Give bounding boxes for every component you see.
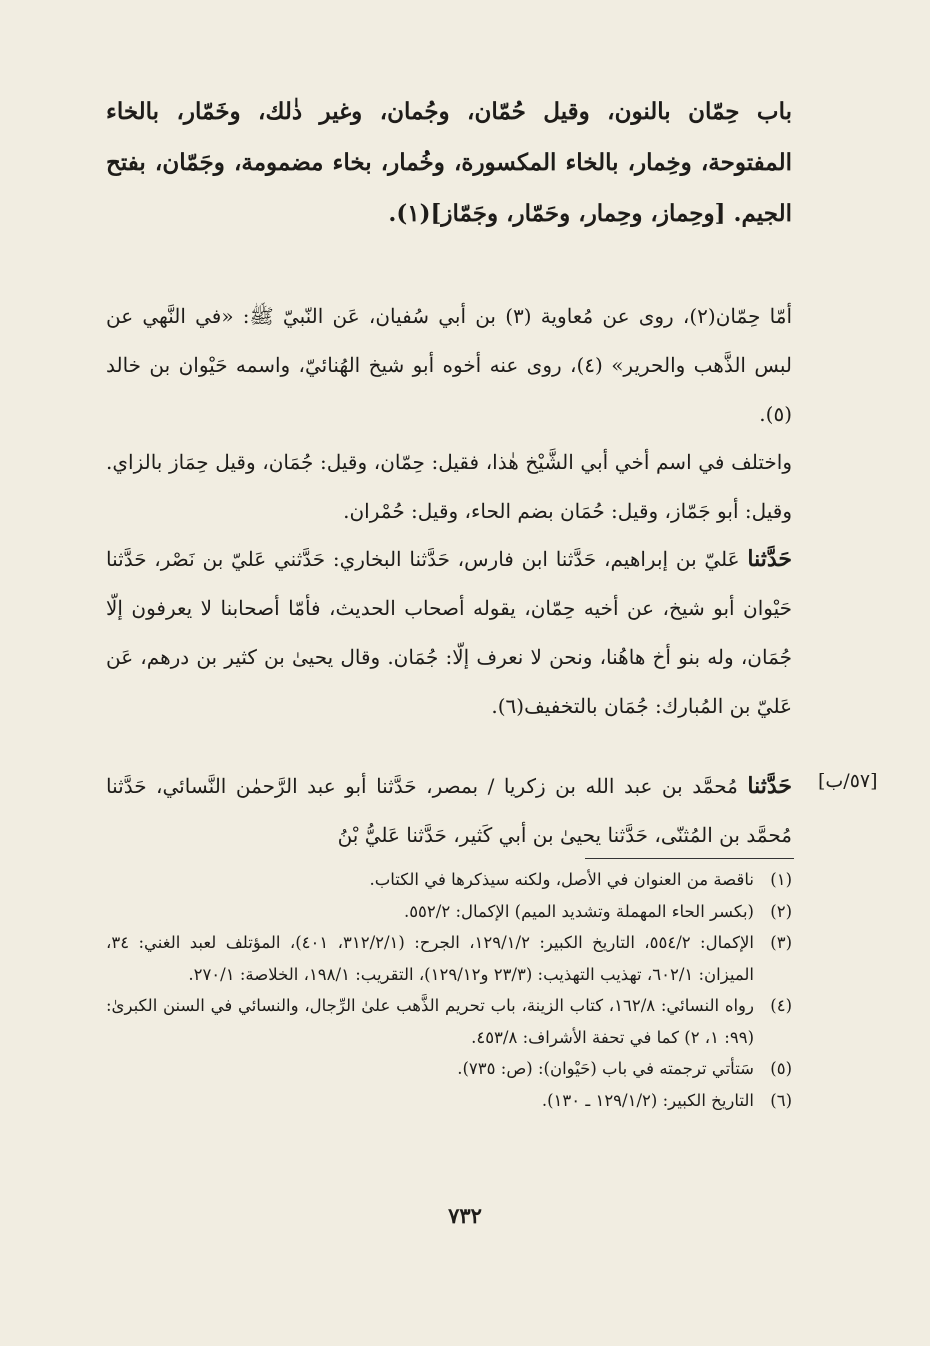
footnote <box>106 927 792 990</box>
manuscript-folio-marker: [٥٧/ب] <box>818 770 878 792</box>
paragraph-lead: حَدَّثنا <box>747 546 792 572</box>
paragraph-lead: حَدَّثنا <box>747 773 792 799</box>
paragraph-text: مُحمَّد بن عبد الله بن زكريا / بمصر، حَدَّثنا أبو عبد الرَّحمٰن النَّسائي، حَدَّثنا مُحمَّد بن المُثنّى، حَدَّثنا يحيىٰ بن أبي كَثير، حَدَّثنا عَليُّ بْنُ <box>106 774 792 847</box>
paragraph-text: واختلف في اسم أخي أبي الشَّيْخ هٰذا، فقيل: حِمّان، وقيل: جُمَان، وقيل حِمَاز بالزاي. وقيل: أبو جَمّاز، وقيل: حُمَان بضم الحاء، وقيل: حُمْران. <box>106 450 792 523</box>
paragraph-3 <box>106 535 792 731</box>
section-heading: باب حِمّان بالنون، وقيل حُمّان، وجُمان، وغير ذٰلك، وخَمّار، بالخاء المفتوحة، وخِمار، بالخاء المكسورة، وخُمار، بخاء مضمومة، وجَمّان، بفتح الجيم. [وحِماز، وحِمار، وحَمّار، وجَمّاز](١). <box>106 98 792 227</box>
footnote-number: (٢) <box>770 901 792 921</box>
footnote-text: الإكمال: ٥٥٤/٢، التاريخ الكبير: ١٢٩/١/٢، الجرح: (٣١٢/٢/١، ٤٠١)، المؤتلف لعبد الغني: ٣٤، الميزان: ٦٠٢/١، تهذيب التهذيب: (٢٣/٣ و١٢٩/١٢)، التقريب: ١٩٨/١، الخلاصة: ٢٧٠/١. <box>106 933 754 984</box>
footnote-text: سَتأتي ترجمته في باب (حَيْوان): (ص: ٧٣٥). <box>457 1059 754 1078</box>
footnote-text: التاريخ الكبير: (١٢٩/١/٢ ـ ١٣٠). <box>541 1090 754 1110</box>
paragraph-text: عَليّ بن إبراهيم، حَدَّثنا ابن فارس، حَدَّثنا البخاري: حَدَّثني عَليّ بن نَصْر، حَدَّثنا حَيْوان أبو شيخ، عن أخيه حِمّان، يقوله أصحاب الحديث، فأمّا أصحابنا لا يعرفون إلّا جُمَان، وله بنو أخ هاهُنا، ونحن لا نعرف إلّا: جُمَان. وقال يحيىٰ بن كثير بن درهم، عَن عَليّ بن المُبارك: جُمَان بالتخفيف(٦). <box>106 547 792 718</box>
footnote <box>106 896 792 928</box>
footnote-number: (٤) <box>770 996 792 1015</box>
footnote-number: (٣) <box>770 933 792 952</box>
footnote <box>106 1053 792 1085</box>
paragraph-text: أمّا حِمّان(٢)، روى عن مُعاوية (٣) بن أبي سُفيان، عَن النّبيّ ﷺ: «في النَّهي عن لبس الذَّهب والحرير» (٤)، روى عنه أخوه أبو شيخ الهُنائيّ، واسمه حَيْوان بن خالد (٥). <box>106 304 792 426</box>
footnote-number: (٥) <box>770 1059 792 1078</box>
paragraph-2 <box>106 438 792 536</box>
footnote-text: ناقصة من العنوان في الأصل، ولكنه سيذكرها في الكتاب. <box>369 870 754 889</box>
page-number: ٧٣٢ <box>448 1203 482 1228</box>
footnote-text: رواه النسائي: ١٦٢/٨، كتاب الزينة، باب تحريم الذَّهب علىٰ الرِّجال، والنسائي في السنن الكبرىٰ: (٩٩: ١، ٢) كما في تحفة الأشراف: ٤٥٣/٨. <box>106 996 754 1047</box>
footnote-number: (٦) <box>770 1090 792 1110</box>
footnote <box>106 1085 792 1117</box>
paragraph-1 <box>106 292 792 439</box>
footnote-number: (١) <box>770 870 792 889</box>
footnote-divider <box>585 858 794 859</box>
paragraph-4 <box>106 762 792 860</box>
footnotes <box>106 864 792 1116</box>
footnote-text: (بكسر الحاء المهملة وتشديد الميم) الإكمال: ٥٥٢/٢. <box>403 901 754 921</box>
footnote <box>106 864 792 896</box>
footnote <box>106 990 792 1053</box>
